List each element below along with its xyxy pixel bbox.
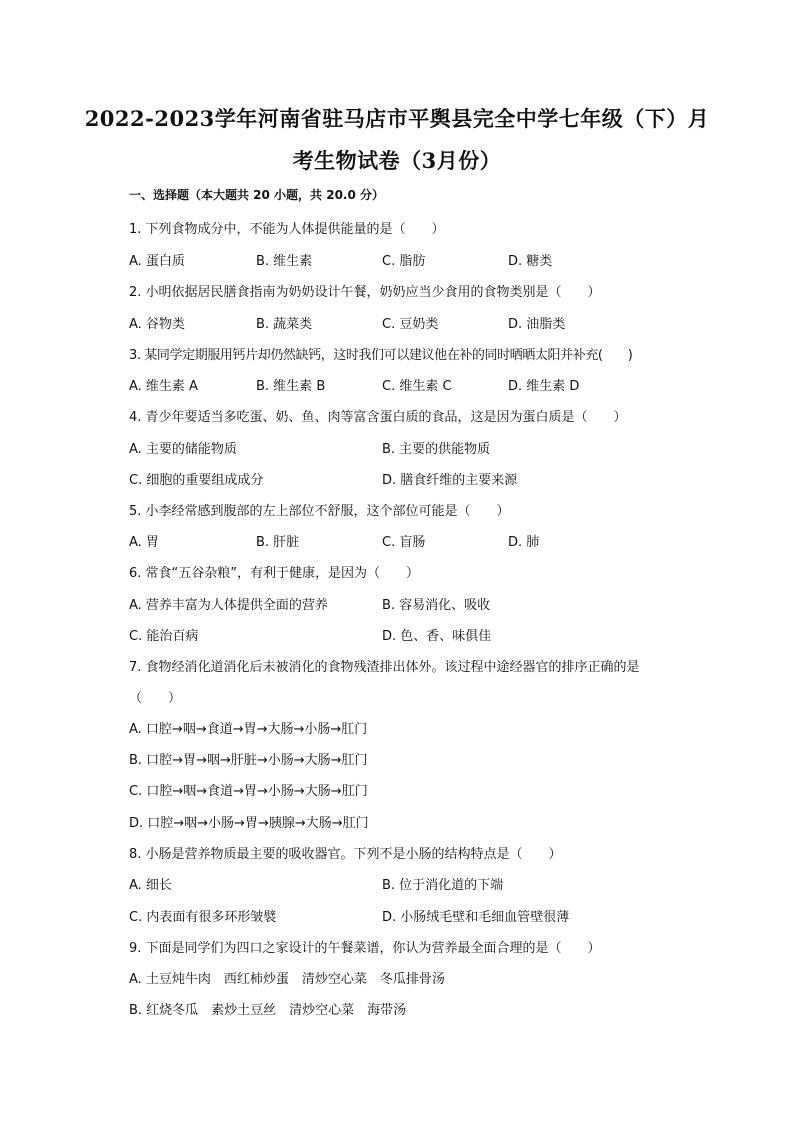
question-4-option-d: D. 膳食纤维的主要来源 [382, 473, 518, 488]
question-5-option-c: C. 盲肠 [382, 535, 426, 550]
question-8-option-a: A. 细长 [129, 878, 172, 893]
question-8-option-b: B. 位于消化道的下端 [382, 878, 504, 893]
question-6-stem: 6. 常食“五谷杂粮”，有利于健康，是因为（ ） [129, 566, 420, 581]
question-8-stem: 8. 小肠是营养物质最主要的吸收器官。下列不是小肠的结构特点是（ ） [129, 847, 562, 862]
question-1-option-b: B. 维生素 [256, 254, 313, 269]
question-4-option-c: C. 细胞的重要组成成分 [129, 473, 264, 488]
question-5-option-a: A. 胃 [129, 535, 159, 550]
question-3-option-d: D. 维生素 D [508, 379, 580, 394]
question-6-option-b: B. 容易消化、吸收 [382, 598, 491, 613]
question-2-option-b: B. 蔬菜类 [256, 317, 313, 332]
question-7-option-c: C. 口腔→咽→食道→胃→小肠→大肠→肛门 [129, 784, 368, 799]
question-9-stem: 9. 下面是同学们为四口之家设计的午餐菜谱，你认为营养最全面合理的是（ ） [129, 941, 601, 956]
question-1-stem: 1. 下列食物成分中，不能为人体提供能量的是（ ） [129, 222, 445, 237]
question-4-option-a: A. 主要的储能物质 [129, 442, 237, 457]
question-7-option-a: A. 口腔→咽→食道→胃→大肠→小肠→肛门 [129, 722, 368, 737]
question-1-option-d: D. 糖类 [508, 254, 553, 269]
question-5-option-b: B. 肝脏 [256, 535, 300, 550]
question-3-option-c: C. 维生素 C [382, 379, 452, 394]
question-1-option-a: A. 蛋白质 [129, 254, 185, 269]
question-9-option-b: B. 红烧冬瓜 素炒土豆丝 清炒空心菜 海带汤 [129, 1003, 407, 1018]
question-8-option-d: D. 小肠绒毛壁和毛细血管壁很薄 [382, 910, 570, 925]
question-6-option-a: A. 营养丰富为人体提供全面的营养 [129, 598, 328, 613]
question-2-option-d: D. 油脂类 [508, 317, 566, 332]
question-4-option-b: B. 主要的供能物质 [382, 442, 491, 457]
question-1-option-c: C. 脂肪 [382, 254, 426, 269]
question-7-stem: 7. 食物经消化道消化后未被消化的食物残渣排出体外。该过程中途经器官的排序正确的是 [129, 660, 640, 675]
question-2-stem: 2. 小明依据居民膳食指南为奶奶设计午餐，奶奶应当少食用的食物类别是（ ） [129, 285, 601, 300]
question-6-option-d: D. 色、香、味俱佳 [382, 629, 492, 644]
exam-title-line-2: 考生物试卷（3月份） [292, 148, 502, 173]
question-3-stem: 3. 某同学定期服用钙片却仍然缺钙，这时我们可以建议他在补的同时晒晒太阳并补充( ) [129, 348, 633, 363]
question-5-stem: 5. 小李经常感到腹部的左上部位不舒服，这个部位可能是（ ） [129, 504, 510, 519]
question-5-option-d: D. 肺 [508, 535, 540, 550]
question-8-option-c: C. 内表面有很多环形皱襞 [129, 910, 277, 925]
question-3-option-b: B. 维生素 B [256, 379, 326, 394]
question-7-option-b: B. 口腔→胃→咽→肝脏→小肠→大肠→肛门 [129, 753, 368, 768]
question-7-option-d: D. 口腔→咽→小肠→胃→胰腺→大肠→肛门 [129, 816, 369, 831]
question-7-stem-continued: （ ） [129, 691, 182, 706]
section-heading: 一、选择题（本大题共 20 小题，共 20.0 分） [129, 188, 385, 202]
question-9-option-a: A. 土豆炖牛肉 西红柿炒蛋 清炒空心菜 冬瓜排骨汤 [129, 972, 445, 987]
question-2-option-c: C. 豆奶类 [382, 317, 439, 332]
question-3-option-a: A. 维生素 A [129, 379, 198, 394]
question-4-stem: 4. 青少年要适当多吃蛋、奶、鱼、肉等富含蛋白质的食品，这是因为蛋白质是（ ） [129, 410, 627, 425]
question-6-option-c: C. 能治百病 [129, 629, 199, 644]
exam-title-line-1: 2022-2023学年河南省驻马店市平舆县完全中学七年级（下）月 [84, 106, 710, 131]
question-2-option-a: A. 谷物类 [129, 317, 185, 332]
